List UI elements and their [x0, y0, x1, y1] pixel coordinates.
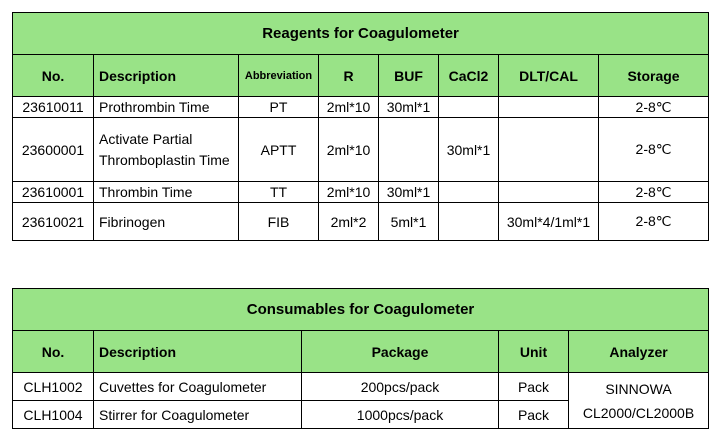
cell-dltcal: 30ml*4/1ml*1 [499, 203, 599, 241]
cell-no: 23600001 [13, 118, 94, 182]
cell-storage: 2-8℃ [599, 182, 709, 203]
table-row [13, 97, 709, 118]
col-header-dltcal: DLT/CAL [499, 55, 599, 97]
cell-cacl2 [439, 97, 499, 118]
cell-description: Activate Partial Thromboplastin Time [94, 118, 239, 182]
cell-unit: Pack [499, 401, 569, 429]
cell-cacl2: 30ml*1 [439, 118, 499, 182]
cell-abbr: APTT [239, 118, 319, 182]
cell-description: Thrombin Time [94, 182, 239, 203]
table-row [13, 182, 709, 203]
cell-description: Stirrer for Coagulometer [94, 401, 302, 429]
cell-description: Fibrinogen [94, 203, 239, 241]
cell-package: 200pcs/pack [302, 373, 499, 401]
cell-buf: 30ml*1 [379, 182, 439, 203]
cell-description: Cuvettes for Coagulometer [94, 373, 302, 401]
cell-storage: 2-8℃ [599, 97, 709, 118]
cell-cacl2 [439, 203, 499, 241]
cell-no: 23610011 [13, 97, 94, 118]
cell-abbr: TT [239, 182, 319, 203]
col-header-storage: Storage [599, 55, 709, 97]
cell-cacl2 [439, 182, 499, 203]
cell-dltcal [499, 97, 599, 118]
table-row [13, 118, 709, 182]
col-header-package: Package [302, 331, 499, 373]
cell-storage: 2-8℃ [599, 118, 709, 182]
col-header-analyzer: Analyzer [569, 331, 709, 373]
cell-buf: 30ml*1 [379, 97, 439, 118]
consumables-table [12, 288, 709, 429]
cell-abbr: FIB [239, 203, 319, 241]
cell-buf [379, 118, 439, 182]
cell-storage: 2-8℃ [599, 203, 709, 241]
cell-no: 23610021 [13, 203, 94, 241]
consumables-title: Consumables for Coagulometer [13, 289, 709, 331]
cell-no: CLH1002 [13, 373, 94, 401]
cell-dltcal [499, 182, 599, 203]
col-header-abbreviation: Abbreviation [239, 55, 319, 97]
cell-no: 23610001 [13, 182, 94, 203]
col-header-buf: BUF [379, 55, 439, 97]
col-header-cacl2: CaCl2 [439, 55, 499, 97]
reagents-table [12, 12, 709, 241]
cell-abbr: PT [239, 97, 319, 118]
col-header-r: R [319, 55, 379, 97]
cell-package: 1000pcs/pack [302, 401, 499, 429]
cell-r: 2ml*2 [319, 203, 379, 241]
cell-dltcal [499, 118, 599, 182]
cell-r: 2ml*10 [319, 182, 379, 203]
col-header-unit: Unit [499, 331, 569, 373]
table-row [13, 203, 709, 241]
cell-buf: 5ml*1 [379, 203, 439, 241]
cell-description: Prothrombin Time [94, 97, 239, 118]
cell-unit: Pack [499, 373, 569, 401]
cell-no: CLH1004 [13, 401, 94, 429]
col-header-no: No. [13, 331, 94, 373]
col-header-description: Description [94, 55, 239, 97]
reagents-title: Reagents for Coagulometer [13, 13, 709, 55]
cell-analyzer: SINNOWA CL2000/CL2000B [569, 373, 709, 429]
col-header-description: Description [94, 331, 302, 373]
cell-r: 2ml*10 [319, 97, 379, 118]
cell-r: 2ml*10 [319, 118, 379, 182]
col-header-no: No. [13, 55, 94, 97]
table-row [13, 373, 709, 401]
